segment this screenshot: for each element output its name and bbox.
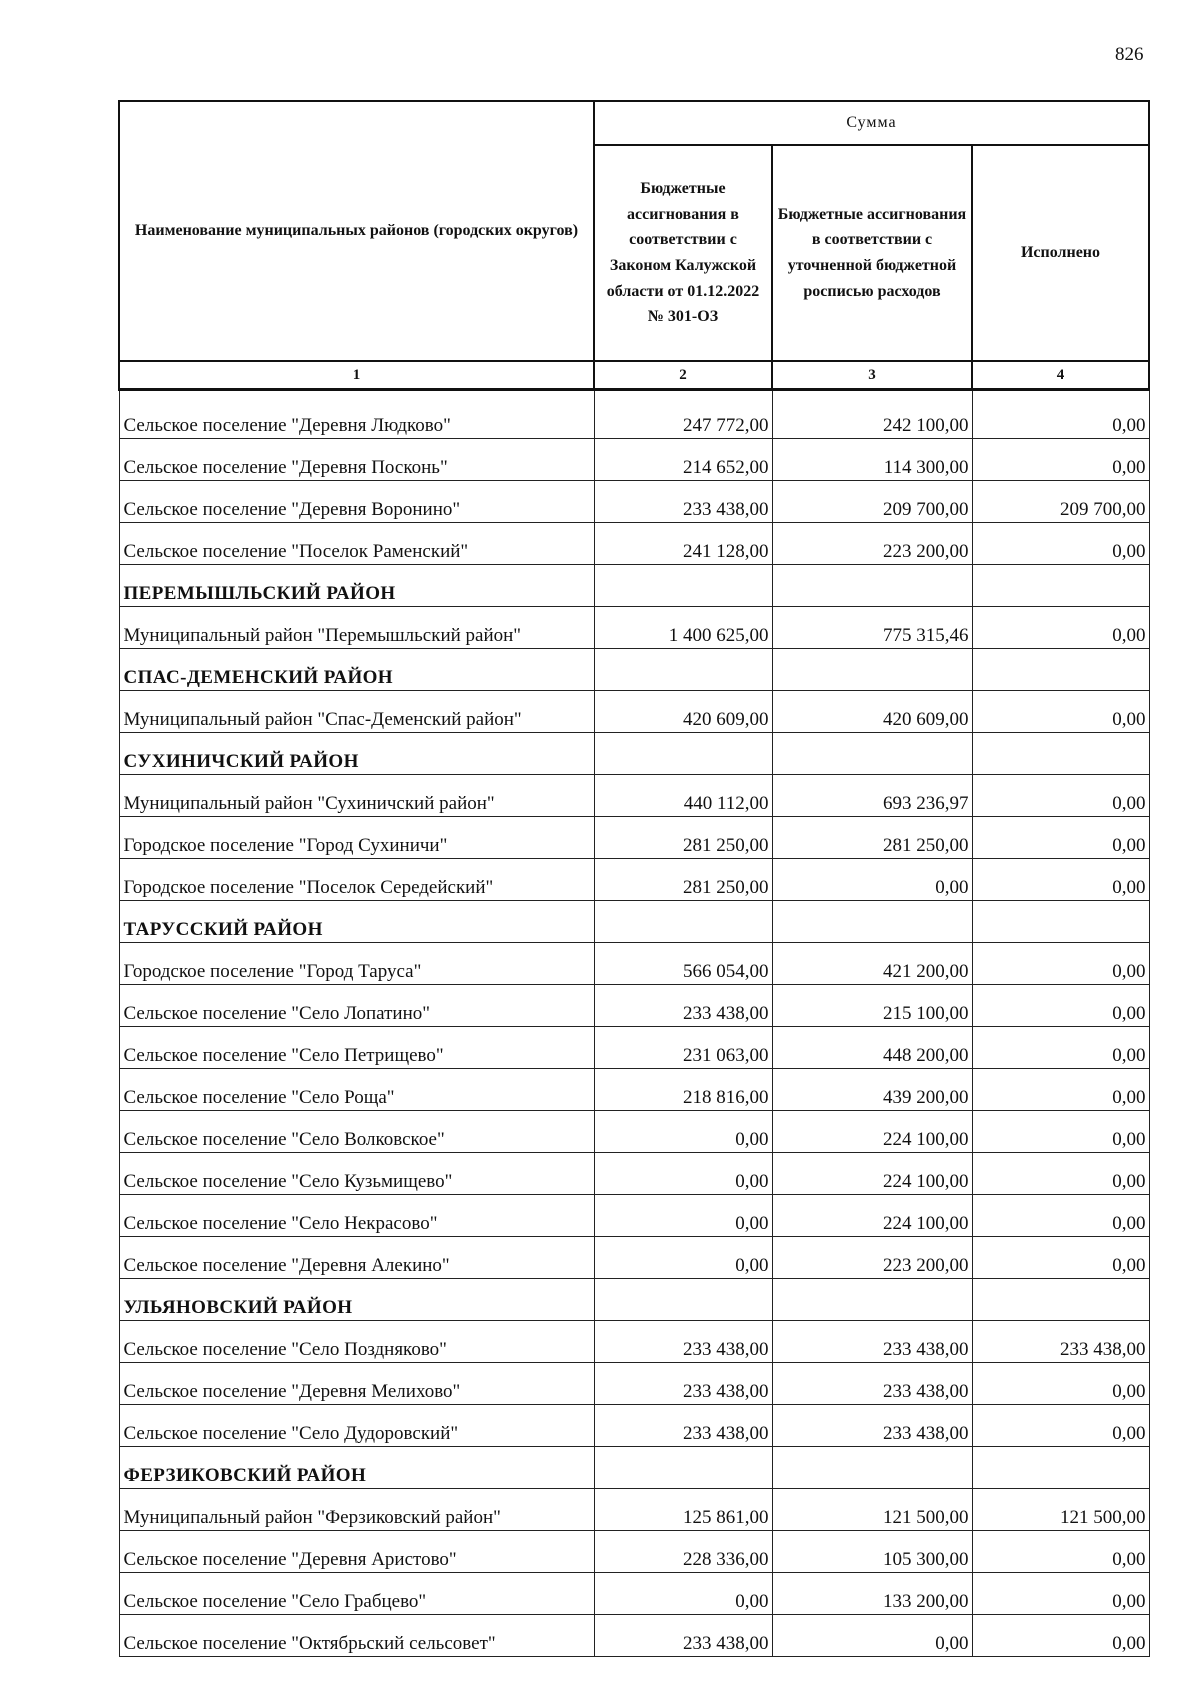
- refined-allocation-cell: 223 200,00: [772, 1237, 972, 1279]
- law-allocation-cell: 0,00: [594, 1111, 772, 1153]
- row-name-cell: УЛЬЯНОВСКИЙ РАЙОН: [119, 1279, 594, 1321]
- row-name-cell: Сельское поселение "Село Лопатино": [119, 985, 594, 1027]
- table-row: [119, 1195, 1149, 1237]
- district-row: [119, 901, 1149, 943]
- refined-allocation-cell: [772, 1447, 972, 1489]
- law-allocation-cell: 0,00: [594, 1195, 772, 1237]
- table-row: [119, 943, 1149, 985]
- row-name-cell: Муниципальный район "Спас-Деменский район": [119, 691, 594, 733]
- row-name-cell: Городское поселение "Город Таруса": [119, 943, 594, 985]
- refined-allocation-cell: 121 500,00: [772, 1489, 972, 1531]
- refined-allocation-cell: [772, 649, 972, 691]
- table-row: [119, 439, 1149, 481]
- refined-allocation-cell: 693 236,97: [772, 775, 972, 817]
- law-allocation-cell: 233 438,00: [594, 1405, 772, 1447]
- executed-cell: 209 700,00: [972, 481, 1149, 523]
- row-name-cell: Сельское поселение "Село Петрищево": [119, 1027, 594, 1069]
- refined-allocation-cell: 242 100,00: [772, 390, 972, 439]
- law-allocation-cell: 0,00: [594, 1237, 772, 1279]
- row-name-cell: Сельское поселение "Село Дудоровский": [119, 1405, 594, 1447]
- executed-cell: [972, 901, 1149, 943]
- law-allocation-cell: [594, 1279, 772, 1321]
- executed-cell: [972, 649, 1149, 691]
- executed-cell: 0,00: [972, 943, 1149, 985]
- table-row: [119, 1489, 1149, 1531]
- row-name-cell: ТАРУССКИЙ РАЙОН: [119, 901, 594, 943]
- executed-cell: 0,00: [972, 1069, 1149, 1111]
- table-body: [119, 390, 1149, 1657]
- executed-cell: 0,00: [972, 439, 1149, 481]
- refined-allocation-cell: 0,00: [772, 1615, 972, 1657]
- refined-allocation-cell: 421 200,00: [772, 943, 972, 985]
- table-row: [119, 1237, 1149, 1279]
- law-allocation-cell: 228 336,00: [594, 1531, 772, 1573]
- law-allocation-cell: 218 816,00: [594, 1069, 772, 1111]
- executed-cell: 0,00: [972, 1027, 1149, 1069]
- refined-allocation-cell: 233 438,00: [772, 1405, 972, 1447]
- row-name-cell: Сельское поселение "Поселок Раменский": [119, 523, 594, 565]
- law-allocation-cell: 281 250,00: [594, 859, 772, 901]
- table-row: [119, 1027, 1149, 1069]
- row-name-cell: Муниципальный район "Сухиничский район": [119, 775, 594, 817]
- refined-allocation-cell: 448 200,00: [772, 1027, 972, 1069]
- refined-allocation-cell: 209 700,00: [772, 481, 972, 523]
- refined-allocation-cell: 233 438,00: [772, 1363, 972, 1405]
- executed-cell: 0,00: [972, 1405, 1149, 1447]
- executed-cell: 0,00: [972, 859, 1149, 901]
- row-name-cell: СПАС-ДЕМЕНСКИЙ РАЙОН: [119, 649, 594, 691]
- table-row: [119, 817, 1149, 859]
- law-allocation-cell: 233 438,00: [594, 985, 772, 1027]
- row-name-cell: Сельское поселение "Село Некрасово": [119, 1195, 594, 1237]
- table-row: [119, 523, 1149, 565]
- refined-allocation-cell: 420 609,00: [772, 691, 972, 733]
- table-row: [119, 1531, 1149, 1573]
- executed-cell: 0,00: [972, 1573, 1149, 1615]
- row-name-cell: Муниципальный район "Перемышльский район": [119, 607, 594, 649]
- table-row: [119, 481, 1149, 523]
- page-number: 826: [1115, 44, 1144, 65]
- header-sum-group: Сумма: [594, 101, 1149, 145]
- refined-allocation-cell: 0,00: [772, 859, 972, 901]
- table-row: [119, 607, 1149, 649]
- refined-allocation-cell: 224 100,00: [772, 1111, 972, 1153]
- row-name-cell: Сельское поселение "Село Поздняково": [119, 1321, 594, 1363]
- refined-allocation-cell: 114 300,00: [772, 439, 972, 481]
- executed-cell: 0,00: [972, 1237, 1149, 1279]
- row-name-cell: Сельское поселение "Деревня Алекино": [119, 1237, 594, 1279]
- column-number: 2: [594, 361, 772, 390]
- refined-allocation-cell: [772, 733, 972, 775]
- row-name-cell: Муниципальный район "Ферзиковский район": [119, 1489, 594, 1531]
- executed-cell: [972, 565, 1149, 607]
- row-name-cell: СУХИНИЧСКИЙ РАЙОН: [119, 733, 594, 775]
- row-name-cell: Сельское поселение "Деревня Аристово": [119, 1531, 594, 1573]
- header-refined-allocations: Бюджетные ассигнования в соответствии с уточненной бюджетной росписью расходов: [772, 145, 972, 361]
- table-row: [119, 775, 1149, 817]
- executed-cell: 0,00: [972, 1111, 1149, 1153]
- executed-cell: 0,00: [972, 1363, 1149, 1405]
- refined-allocation-cell: 133 200,00: [772, 1573, 972, 1615]
- district-row: [119, 649, 1149, 691]
- budget-table: [118, 100, 1150, 1657]
- row-name-cell: Сельское поселение "Село Грабцево": [119, 1573, 594, 1615]
- table-row: [119, 1573, 1149, 1615]
- refined-allocation-cell: 439 200,00: [772, 1069, 972, 1111]
- column-number: 3: [772, 361, 972, 390]
- row-name-cell: Сельское поселение "Деревня Воронино": [119, 481, 594, 523]
- refined-allocation-cell: [772, 901, 972, 943]
- district-row: [119, 733, 1149, 775]
- column-number: 4: [972, 361, 1149, 390]
- table-row: [119, 1069, 1149, 1111]
- row-name-cell: ПЕРЕМЫШЛЬСКИЙ РАЙОН: [119, 565, 594, 607]
- law-allocation-cell: [594, 901, 772, 943]
- table-row: [119, 691, 1149, 733]
- law-allocation-cell: 125 861,00: [594, 1489, 772, 1531]
- row-name-cell: Сельское поселение "Октябрьский сельсовет": [119, 1615, 594, 1657]
- law-allocation-cell: 231 063,00: [594, 1027, 772, 1069]
- refined-allocation-cell: [772, 1279, 972, 1321]
- table-row: [119, 1321, 1149, 1363]
- law-allocation-cell: 281 250,00: [594, 817, 772, 859]
- row-name-cell: Сельское поселение "Село Роща": [119, 1069, 594, 1111]
- executed-cell: [972, 733, 1149, 775]
- row-name-cell: Сельское поселение "Село Волковское": [119, 1111, 594, 1153]
- law-allocation-cell: [594, 1447, 772, 1489]
- refined-allocation-cell: 224 100,00: [772, 1195, 972, 1237]
- executed-cell: [972, 1447, 1149, 1489]
- executed-cell: 0,00: [972, 390, 1149, 439]
- header-law-allocations: Бюджетные ассигнования в соответствии с Законом Калужской области от 01.12.2022 № 301-ОЗ: [594, 145, 772, 361]
- row-name-cell: Сельское поселение "Деревня Посконь": [119, 439, 594, 481]
- district-row: [119, 1279, 1149, 1321]
- law-allocation-cell: 440 112,00: [594, 775, 772, 817]
- table-row: [119, 985, 1149, 1027]
- refined-allocation-cell: 105 300,00: [772, 1531, 972, 1573]
- district-row: [119, 565, 1149, 607]
- executed-cell: 233 438,00: [972, 1321, 1149, 1363]
- refined-allocation-cell: 224 100,00: [772, 1153, 972, 1195]
- table-row: [119, 1111, 1149, 1153]
- executed-cell: 0,00: [972, 775, 1149, 817]
- law-allocation-cell: 0,00: [594, 1573, 772, 1615]
- executed-cell: 0,00: [972, 1153, 1149, 1195]
- executed-cell: 0,00: [972, 691, 1149, 733]
- executed-cell: [972, 1279, 1149, 1321]
- row-name-cell: Сельское поселение "Деревня Людково": [119, 390, 594, 439]
- executed-cell: 121 500,00: [972, 1489, 1149, 1531]
- law-allocation-cell: [594, 565, 772, 607]
- refined-allocation-cell: [772, 565, 972, 607]
- law-allocation-cell: [594, 649, 772, 691]
- row-name-cell: Сельское поселение "Село Кузьмищево": [119, 1153, 594, 1195]
- row-name-cell: Сельское поселение "Деревня Мелихово": [119, 1363, 594, 1405]
- law-allocation-cell: 233 438,00: [594, 1615, 772, 1657]
- executed-cell: 0,00: [972, 817, 1149, 859]
- executed-cell: 0,00: [972, 985, 1149, 1027]
- column-number: 1: [119, 361, 594, 390]
- row-name-cell: Городское поселение "Поселок Середейский": [119, 859, 594, 901]
- row-name-cell: Городское поселение "Город Сухиничи": [119, 817, 594, 859]
- law-allocation-cell: 247 772,00: [594, 390, 772, 439]
- refined-allocation-cell: 281 250,00: [772, 817, 972, 859]
- executed-cell: 0,00: [972, 523, 1149, 565]
- table-row: [119, 390, 1149, 439]
- table-header: [119, 101, 1149, 390]
- law-allocation-cell: 0,00: [594, 1153, 772, 1195]
- law-allocation-cell: 233 438,00: [594, 481, 772, 523]
- header-executed: Исполнено: [972, 145, 1149, 361]
- table-row: [119, 1405, 1149, 1447]
- row-name-cell: ФЕРЗИКОВСКИЙ РАЙОН: [119, 1447, 594, 1489]
- law-allocation-cell: 233 438,00: [594, 1363, 772, 1405]
- executed-cell: 0,00: [972, 1531, 1149, 1573]
- law-allocation-cell: 214 652,00: [594, 439, 772, 481]
- law-allocation-cell: [594, 733, 772, 775]
- law-allocation-cell: 420 609,00: [594, 691, 772, 733]
- table-row: [119, 1363, 1149, 1405]
- law-allocation-cell: 566 054,00: [594, 943, 772, 985]
- executed-cell: 0,00: [972, 1195, 1149, 1237]
- executed-cell: 0,00: [972, 1615, 1149, 1657]
- table-row: [119, 1153, 1149, 1195]
- table-row: [119, 1615, 1149, 1657]
- executed-cell: 0,00: [972, 607, 1149, 649]
- refined-allocation-cell: 775 315,46: [772, 607, 972, 649]
- refined-allocation-cell: 233 438,00: [772, 1321, 972, 1363]
- district-row: [119, 1447, 1149, 1489]
- refined-allocation-cell: 223 200,00: [772, 523, 972, 565]
- header-name-column: Наименование муниципальных районов (городских округов): [119, 101, 594, 361]
- law-allocation-cell: 233 438,00: [594, 1321, 772, 1363]
- law-allocation-cell: 1 400 625,00: [594, 607, 772, 649]
- law-allocation-cell: 241 128,00: [594, 523, 772, 565]
- table-row: [119, 859, 1149, 901]
- refined-allocation-cell: 215 100,00: [772, 985, 972, 1027]
